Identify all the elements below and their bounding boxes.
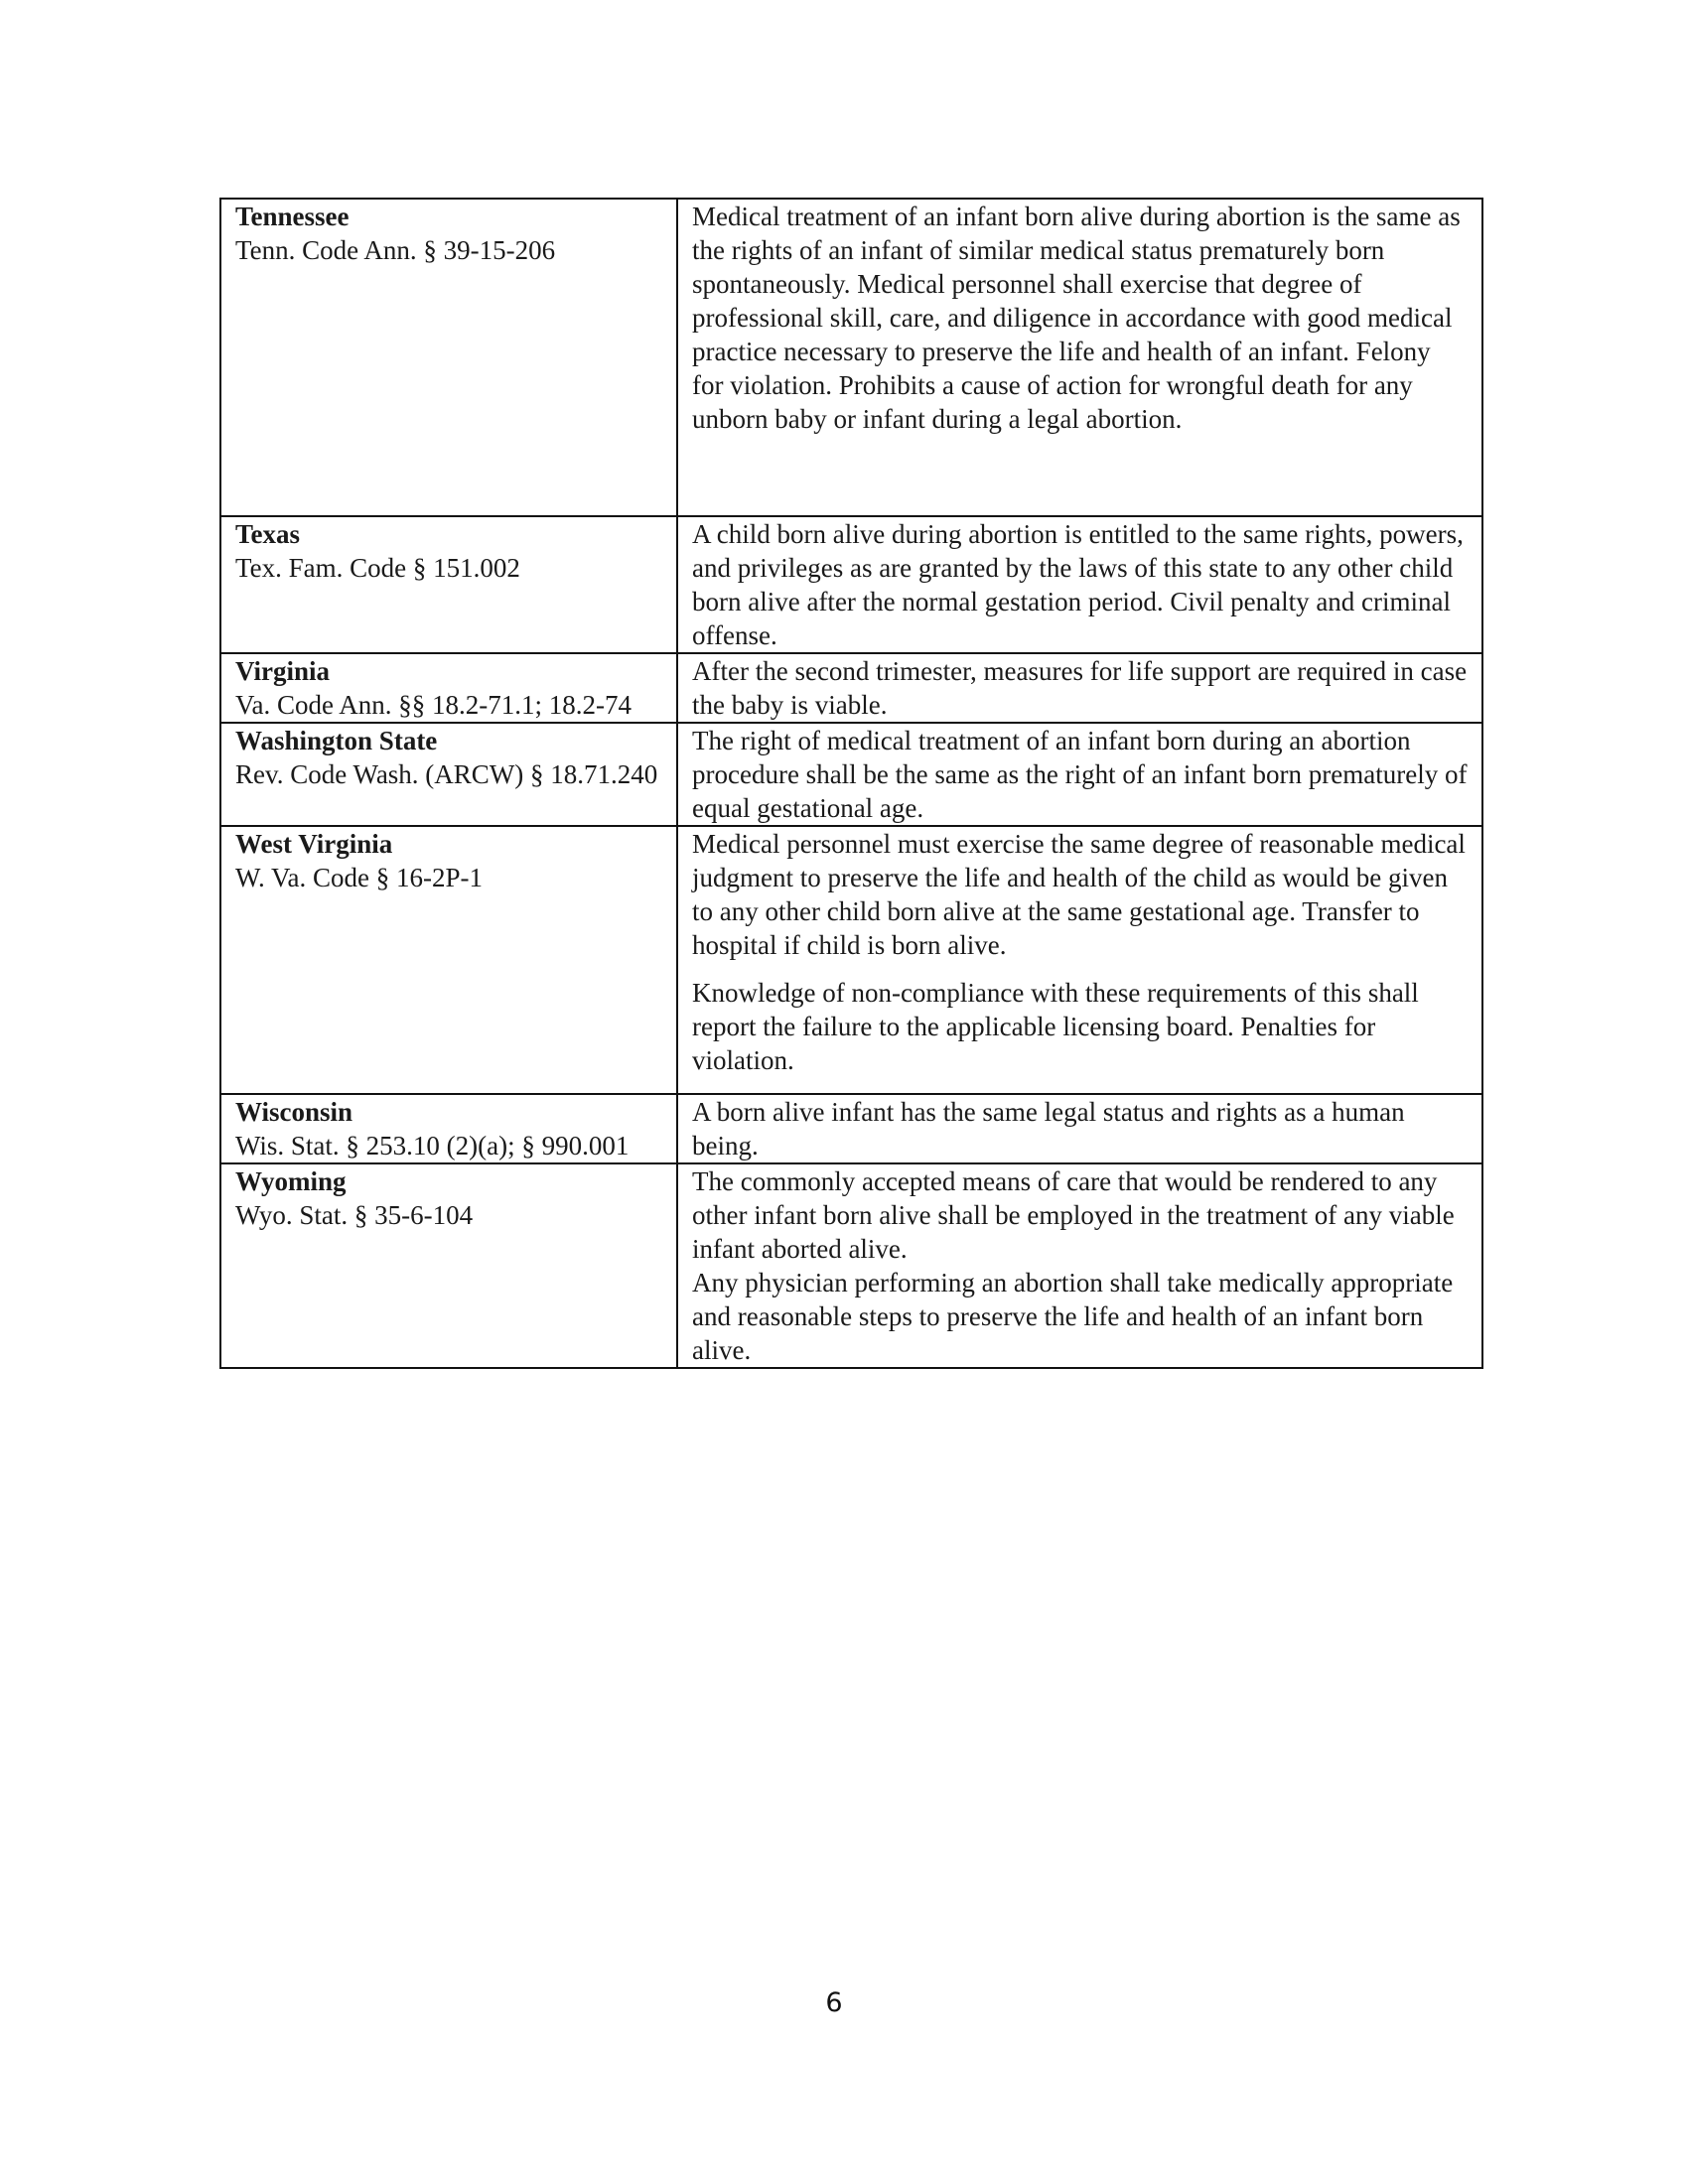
description-text: Any physician performing an abortion shall take medically appropriate and reasonable steps to preserve the life and health of an infant born alive. (692, 1268, 1454, 1365)
state-cell (220, 1163, 677, 1368)
state-name: Virginia (235, 656, 331, 686)
statute-citation: Wis. Stat. § 253.10 (2)(a); § 990.001 (235, 1131, 630, 1160)
table-row-washington-state (220, 723, 1482, 826)
state-cell (220, 199, 677, 516)
state-name: Wisconsin (235, 1097, 353, 1127)
description-cell (677, 826, 1482, 1094)
table-row-virginia (220, 653, 1482, 723)
state-name: Tennessee (235, 202, 350, 231)
statute-citation: Va. Code Ann. §§ 18.2-71.1; 18.2-74 (235, 690, 632, 720)
statute-citation: Rev. Code Wash. (ARCW) § 18.71.240 (235, 759, 658, 789)
statute-citation: Wyo. Stat. § 35-6-104 (235, 1200, 474, 1230)
state-name: Wyoming (235, 1166, 347, 1196)
statute-citation: Tenn. Code Ann. § 39-15-206 (235, 235, 556, 265)
description-text: A child born alive during abortion is entitled to the same rights, powers, and privileges as are granted by the laws of this state to any other child born alive after the normal gestation period. Civil penalty and criminal offense. (692, 519, 1464, 650)
description-cell (677, 1163, 1482, 1368)
statute-citation: W. Va. Code § 16-2P-1 (235, 863, 483, 892)
state-cell (220, 1094, 677, 1163)
state-cell (220, 826, 677, 1094)
description-cell (677, 199, 1482, 516)
table-row-tennessee (220, 199, 1482, 516)
description-text: After the second trimester, measures for life support are required in case the baby is viable. (692, 656, 1468, 720)
state-name: Texas (235, 519, 301, 549)
statute-citation: Tex. Fam. Code § 151.002 (235, 553, 520, 583)
table-row-west-virginia (220, 826, 1482, 1094)
description-text: A born alive infant has the same legal status and rights as a human being. (692, 1097, 1405, 1160)
description-cell (677, 516, 1482, 653)
state-name: Washington State (235, 726, 438, 755)
page-number: 6 (825, 1987, 843, 2018)
description-text: Medical personnel must exercise the same degree of reasonable medical judgment to preserve the life and health of the child as would be given to any other child born alive at the same gestational age. Transfer to hospital if child is born alive. (692, 829, 1466, 960)
description-cell (677, 723, 1482, 826)
description-cell (677, 653, 1482, 723)
state-cell (220, 516, 677, 653)
state-cell (220, 653, 677, 723)
description-text: Medical treatment of an infant born alive during abortion is the same as the rights of an infant of similar medical status prematurely born spontaneously. Medical personnel shall exercise that degree of professional skill, care, and diligence in accordance with good medical practice necessary to preserve the life and health of an infant. Felony for violation. Prohibits a cause of action for wrongful death for any unborn baby or infant during a legal abortion. (692, 202, 1461, 434)
state-law-table (219, 198, 1483, 1369)
table-row-wisconsin (220, 1094, 1482, 1163)
table-row-wyoming (220, 1163, 1482, 1368)
state-name: West Virginia (235, 829, 393, 859)
description-text: The right of medical treatment of an infant born during an abortion procedure shall be the same as the right of an infant born prematurely of equal gestational age. (692, 726, 1468, 823)
description-cell (677, 1094, 1482, 1163)
description-text: Knowledge of non-compliance with these requirements of this shall report the failure to the applicable licensing board. Penalties for violation. (692, 978, 1419, 1075)
description-text: The commonly accepted means of care that would be rendered to any other infant born alive shall be employed in the treatment of any viable infant aborted alive. (692, 1166, 1455, 1264)
table-row-texas (220, 516, 1482, 653)
state-cell (220, 723, 677, 826)
